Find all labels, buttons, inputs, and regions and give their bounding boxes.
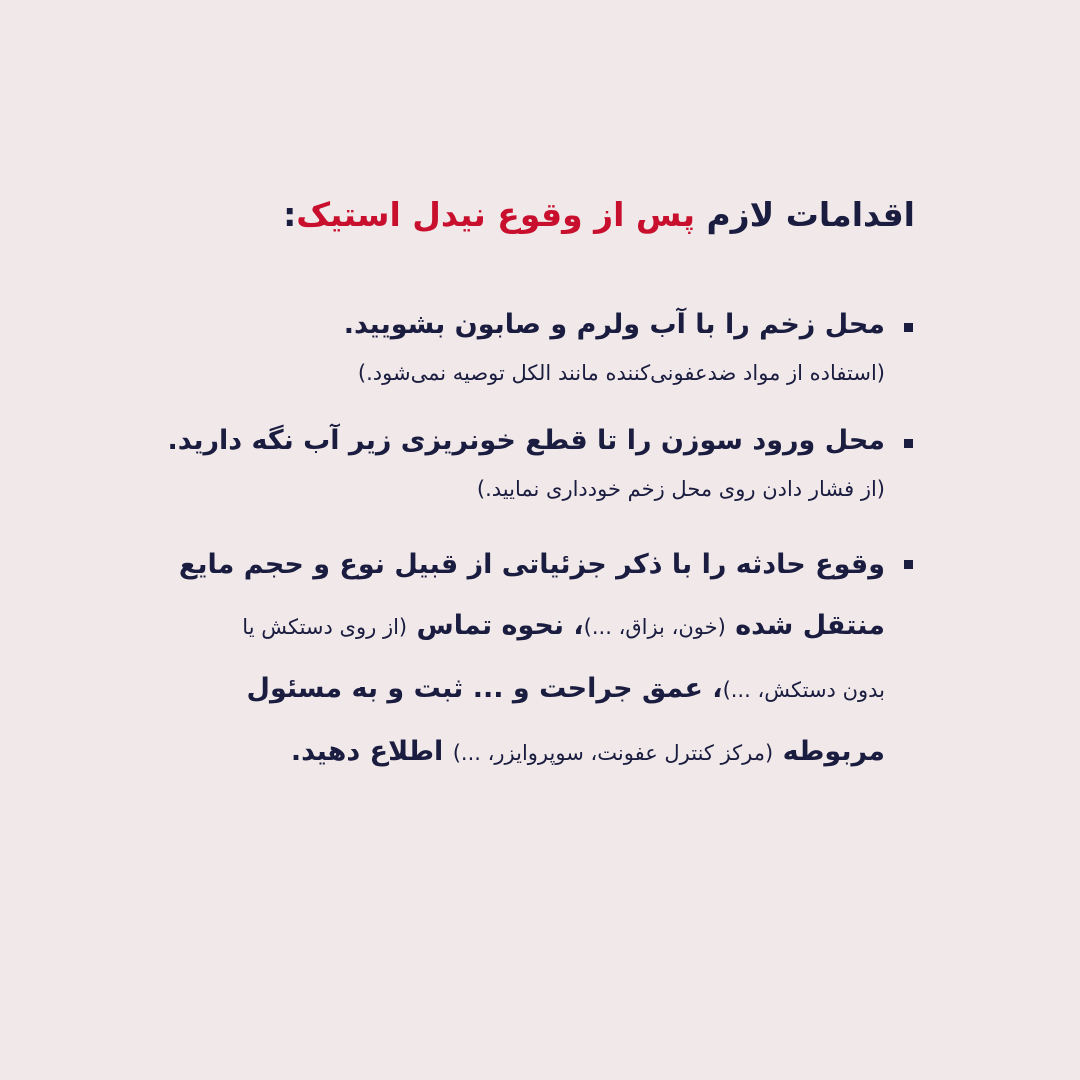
bold-text: اطلاع دهید. [290, 736, 453, 767]
content [155, 190, 915, 784]
list-item [155, 416, 915, 508]
item-note-text: (استفاده از مواد ضدعفونی‌کننده مانند الکل توصیه نمی‌شود.) [357, 361, 885, 385]
square-bullet-icon [904, 439, 913, 448]
square-bullet-icon [904, 560, 913, 569]
item-line [155, 595, 885, 658]
item-note-text: (از فشار دادن روی محل زخم خودداری نمایید.) [476, 477, 885, 501]
item-line: وقوع حادثه را با ذکر جزئیاتی از قبیل نوع و حجم مایع [178, 549, 885, 580]
bold-text: مربوطه [773, 736, 885, 767]
item-line [155, 721, 885, 784]
title-text: اقدامات لازم [694, 195, 915, 234]
title-highlight: پس از وقوع نیدل استیک [296, 195, 695, 234]
item-line [155, 658, 885, 721]
page-title [155, 190, 915, 240]
bold-text: منتقل شده [725, 610, 885, 641]
list-item [155, 300, 915, 392]
bold-text: ، نحوه تماس [407, 610, 584, 641]
square-bullet-icon [904, 323, 913, 332]
light-text: بدون دستکش، ...) [722, 678, 885, 702]
bold-text: ، عمق جراحت و ... ثبت و به مسئول [246, 673, 723, 704]
light-text: (از روی دستکش یا [242, 615, 408, 639]
title-colon: : [283, 195, 297, 234]
item-main-text: محل زخم را با آب ولرم و صابون بشویید. [343, 309, 885, 340]
light-text: (مرکز کنترل عفونت، سوپروایزر، ...) [452, 741, 774, 765]
item-main-text: محل ورود سوزن را تا قطع خونریزی زیر آب نگه دارید. [167, 425, 885, 456]
list-item [155, 534, 915, 784]
light-text: (خون، بزاق، ...) [583, 615, 726, 639]
